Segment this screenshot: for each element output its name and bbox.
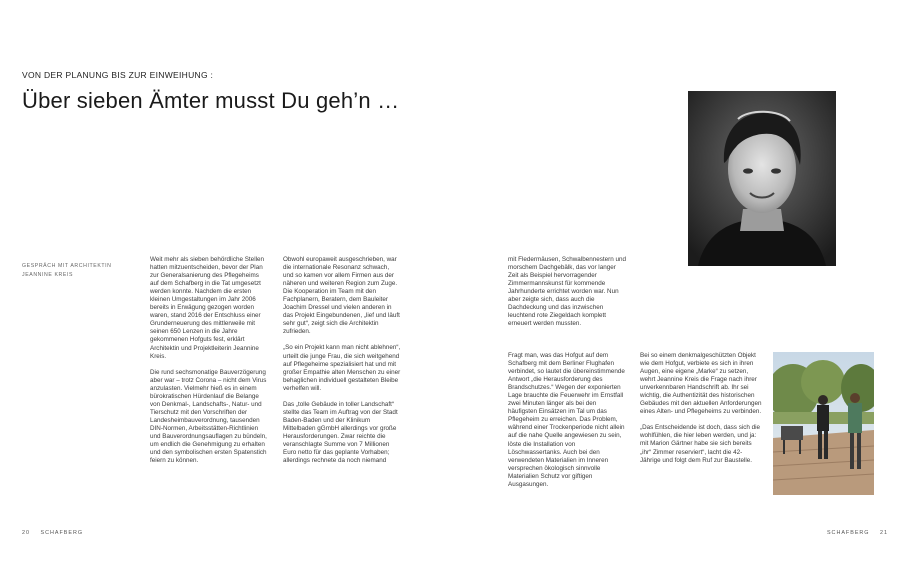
portrait-photo	[688, 91, 836, 266]
paragraph: Bei so einem denkmalgeschützten Objekt wie dem Hofgut, verbiete es sich in ihren Augen, eine eigene „Marke“ zu setzen, wehrt Jeannine Kreis die Frage nach ihrer unverkennbaren Handschrift ab. Ihr sei wichtig, die Authentizität des historischen Gebäudes mit den aktuellen Anforderungen eines Alten- und Pflegeheims zu verbinden.	[640, 352, 762, 416]
interview-note	[22, 262, 132, 280]
footer-brand-right: SCHAFBERG	[826, 530, 870, 536]
interview-note-line2: JEANNINE KREIS	[22, 272, 74, 278]
text-column-3	[508, 256, 626, 336]
portrait-illustration	[688, 91, 836, 266]
site-photo	[773, 352, 874, 495]
text-column-2	[283, 256, 401, 473]
footer-left	[22, 530, 83, 536]
footer-right	[827, 530, 888, 536]
paragraph: Fragt man, was das Hofgut auf dem Schafberg mit dem Berliner Flughafen verbindet, so lautet die übereinstimmende Antwort „die Herausforderung des Brandschutzes.“ Wegen der exponierten Lage brauchte die Feuerwehr im Ernstfall zwei Minuten länger als bei den häufigsten Einsätzen im Tal um das Pflegeheim zu erreichen. Das Problem, während einer Trockenperiode nicht allein auf die nahe Quelle angewiesen zu sein, löste die Installation von Löschwassertanks. Auch bei den verwendeten Materialien im Inneren versprechen ökologisch sinnvolle Materialien Schutz vor giftigen Ausgasungen.	[508, 352, 625, 488]
footer-brand-left: SCHAFBERG	[40, 530, 84, 536]
page-number-right: 21	[880, 530, 888, 536]
article-kicker: VON DER PLANUNG BIS ZUR EINWEIHUNG :	[22, 70, 214, 80]
text-column-4	[508, 352, 626, 497]
page-number-left: 20	[22, 530, 30, 536]
text-column-5	[640, 352, 762, 473]
paragraph: Die rund sechsmonatige Bauverzögerung aber war – trotz Corona – nicht dem Virus anzulasten. Vielmehr hieß es in einem bürokratischen Hürdenlauf die Belange von Denkmal-, Landschafts-, Natur- und Tierschutz mit den Vorschriften der Landesheimbauverordnung, tausenden DIN-Normen, Arbeitsstätten-Richtlinien und Bauverordnungsauflagen zu bündeln, um endlich die Genehmigung zu erhalten und den symbolischen ersten Spatenstich feiern zu können.	[150, 368, 267, 465]
paragraph: „Das Entscheidende ist doch, dass sich die wohlfühlen, die hier leben werden, und ja: mit Marion Gärtner habe sie sich bereits „ihr“ Zimmer reserviert“, lacht die 42-Jährige und folgt dem Ruf zur Baustelle.	[640, 424, 761, 464]
site-illustration	[773, 352, 874, 495]
text-column-1	[150, 256, 268, 473]
interview-note-line1: GESPRÄCH MIT ARCHITEKTIN	[22, 263, 112, 269]
paragraph: Obwohl europaweit ausgeschrieben, war die internationale Resonanz schwach, und so kamen vor allem Firmen aus der näheren und weiteren Region zum Zuge. Die Kooperation im Team mit den Fachplanern, Beratern, dem Bauleiter Joachim Dressel und vielen anderen in das Projekt Eingebundenen, „lief und läuft sehr gut“, zeigt sich die Architektin zufrieden.	[283, 256, 400, 336]
paragraph: Das „tolle Gebäude in toller Landschaft“ stellte das Team im Auftrag von der Stadt Baden-Baden und der Klinikum Mittelbaden gGmbH allerdings vor große Herausforderungen. Zwar reichte die veranschlagte Summe von 7 Millionen Euro netto für das geplante Vorhaben; allerdings rechnete da noch niemand	[283, 400, 398, 465]
article-title: Über sieben Ämter musst Du geh’n …	[22, 88, 400, 113]
paragraph: Weit mehr als sieben behördliche Stellen hatten mitzuentscheiden, bevor der Plan zur Generalsanierung des Pflegeheims auf dem Schafberg in die Tat umgesetzt werden konnte. Nachdem die ersten kleinen Umgestaltungen im Jahr 2006 bereits in Erwägung gezogen worden waren, stand 2016 der Entschluss einer Grunderneuerung des mittlerweile mit seinen 650 Lenzen in die Jahre gekommenen Hofguts fest, erklärt Architektin und Projektleiterin Jeannine Kreis.	[150, 256, 264, 360]
paragraph: „So ein Projekt kann man nicht ablehnen“, urteilt die junge Frau, die sich weitgehend auf Pflegeheime spezialisiert hat und mit großer Empathie alten Menschen zu einer behaglichen individuell gestalteten Bleibe verhelfen will.	[283, 344, 401, 392]
paragraph: mit Fledermäusen, Schwalbennestern und morschem Dachgebälk, das vor langer Zeit als Beispiel hervorragender Zimmermannskunst für kommende Jahrhunderte errichtet worden war. Nun aber zeigte sich, dass auch die Dachdeckung und das inzwischen leuchtend rote Ziegeldach komplett erneuert werden mussten.	[508, 256, 626, 328]
